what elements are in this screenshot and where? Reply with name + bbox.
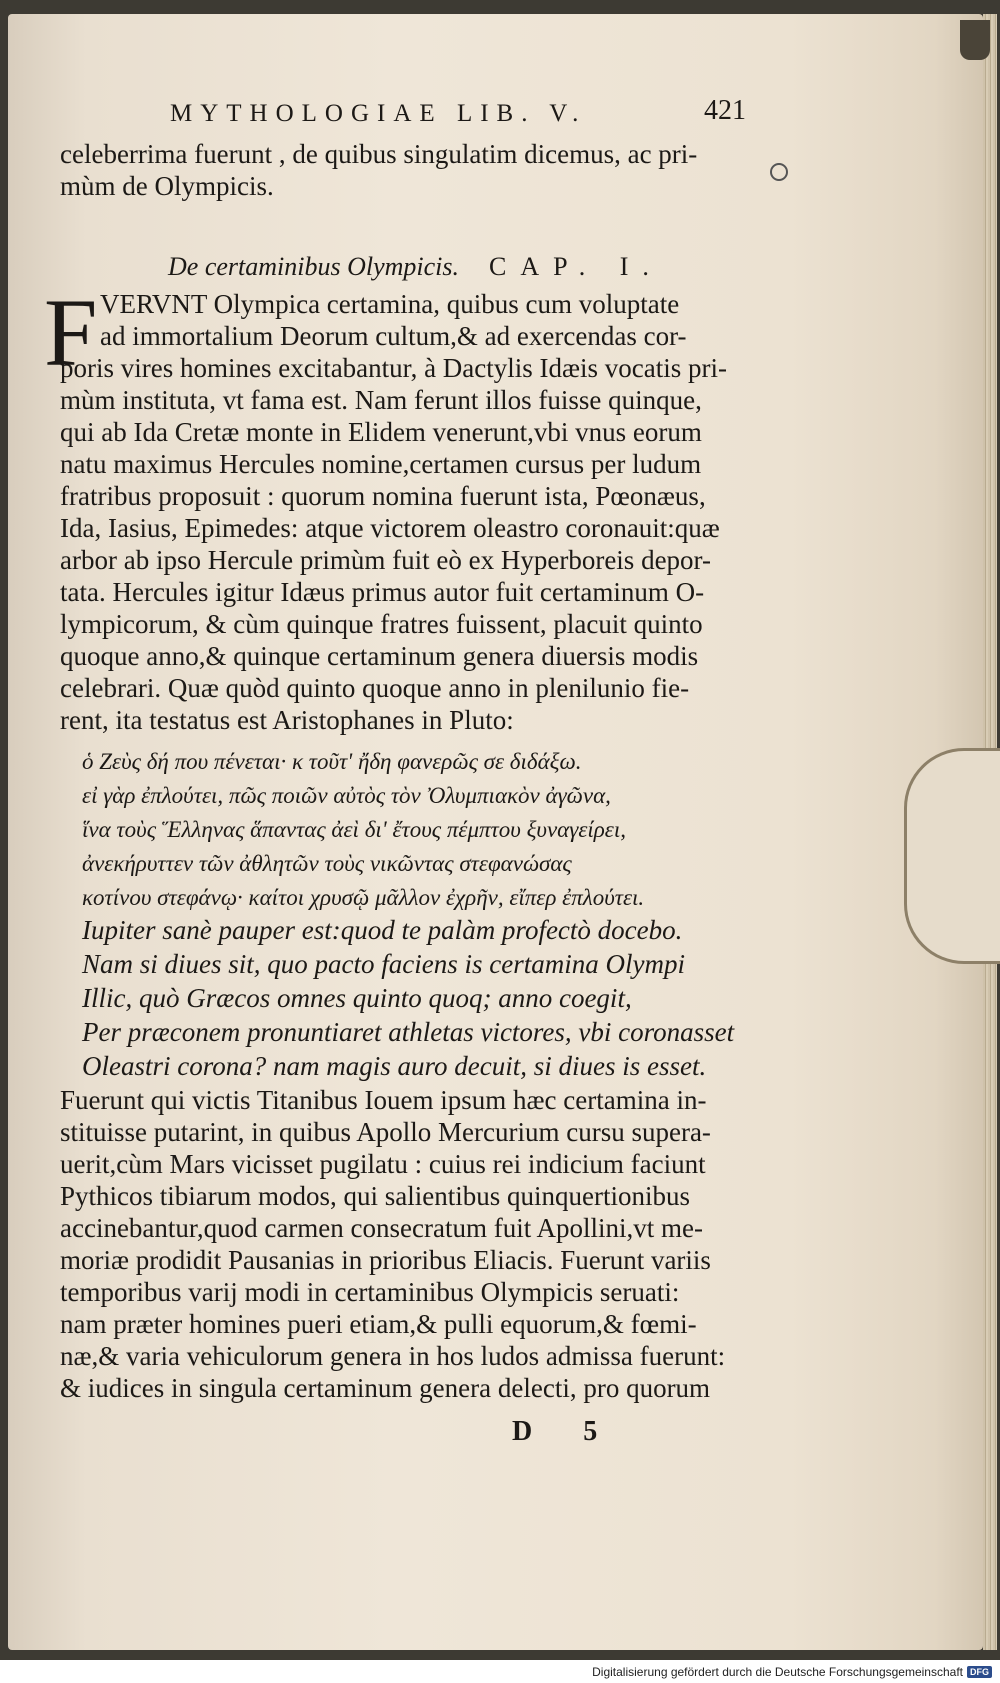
text-line: & iudices in singula certaminum genera delecti, pro quorum: [60, 1373, 711, 1403]
text-line: nam præter homines pueri etiam,& pulli equorum,& fœmi-: [60, 1309, 697, 1339]
text-line: Pythicos tibiarum modos, qui salientibus quinquertionibus: [60, 1181, 690, 1211]
footer-credit: [592, 1663, 992, 1681]
text-line: celebrari. Quæ quòd quinto quoque anno in plenilunio fie-: [60, 673, 690, 703]
text-line: moriæ prodidit Pausanias in prioribus Eliacis. Fuerunt variis: [60, 1245, 711, 1275]
text-line: temporibus varij modi in certaminibus Olympicis seruati:: [60, 1277, 680, 1307]
text-line: Per præconem pronuntiaret athletas victores, vbi coronasset: [82, 1017, 735, 1047]
margin-mark: [770, 163, 788, 181]
page-clip: [904, 748, 1000, 964]
drop-initial-letter: F: [44, 279, 98, 386]
running-head: MYTHOLOGIAE LIB. V.: [170, 100, 587, 127]
text-line: Oleastri corona? nam magis auro decuit, si diues is esset.: [82, 1051, 707, 1081]
text-line: VERVNT Olympica certamina, quibus cum voluptate: [100, 289, 680, 319]
text-line: næ,& varia vehiculorum genera in hos ludos admissa fuerunt:: [60, 1341, 726, 1371]
text-line: arbor ab ipso Hercule primùm fuit eò ex Hyperboreis depor-: [60, 545, 711, 575]
text-line: stituisse putarint, in quibus Apollo Mercurium cursu supera-: [60, 1117, 711, 1147]
text-line: celeberrima fuerunt , de quibus singulatim dicemus, ac pri-: [60, 139, 698, 169]
chapter-heading: [168, 252, 663, 282]
text-line: mùm instituta, vt fama est. Nam ferunt illos fuisse quinque,: [60, 385, 702, 415]
text-line: Illic, quò Græcos omnes quinto quoq; anno coegit,: [82, 983, 632, 1013]
text-line: Iupiter sanè pauper est:quod te palàm profectò docebo.: [82, 915, 683, 945]
text-line: uerit,cùm Mars vicisset pugilatu : cuius rei indicium faciunt: [60, 1149, 706, 1179]
text-line: fratribus proposuit : quorum nomina fuerunt ista, Pœonæus,: [60, 481, 706, 511]
text-line: lympicorum, & cùm quinque fratres fuissent, placuit quinto: [60, 609, 703, 639]
text-line: quoque anno,& quinque certaminum genera diuersis modis: [60, 641, 699, 671]
signature-mark: D 5: [512, 1416, 620, 1447]
text-line: ad immortalium Deorum cultum,& ad exercendas cor-: [100, 321, 687, 351]
text-line: κοτίνου στεφάνῳ· καίτοι χρυσῷ μᾶλλον ἐχρῆν, εἴπερ ἐπλούτει.: [82, 885, 645, 910]
dfg-logo: DFG: [967, 1666, 992, 1678]
text-line: ἵνα τοὺς Ἕλληνας ἅπαντας ἀεὶ δι' ἔτους πέμπτου ξυναγείρει,: [82, 817, 627, 842]
text-line: natu maximus Hercules nomine,certamen cursus per ludum: [60, 449, 702, 479]
chapter-title: De certaminibus Olympicis.: [168, 252, 460, 281]
text-line: mùm de Olympicis.: [60, 171, 274, 201]
footer-text: Digitalisierung gefördert durch die Deutsche Forschungsgemeinschaft: [592, 1665, 963, 1679]
text-line: Fuerunt qui victis Titanibus Iouem ipsum hæc certamina in-: [60, 1085, 707, 1115]
text-line: rent, ita testatus est Aristophanes in Pluto:: [60, 705, 514, 735]
page-number: 421: [704, 95, 746, 126]
corner-shadow: [960, 20, 990, 60]
text-line: ἀνεκήρυττεν τῶν ἀθλητῶν τοὺς νικῶντας στεφανώσας: [82, 851, 572, 876]
text-line: ὁ Ζεὺς δή που πένεται· κ τοῦτ' ἤδη φανερῶς σε διδάξω.: [82, 749, 582, 774]
text-line: Nam si diues sit, quo pacto faciens is certamina Olympi: [82, 949, 685, 979]
text-line: εἰ γὰρ ἐπλούτει, πῶς ποιῶν αὐτὸς τὸν Ὀλυμπιακὸν ἀγῶνα,: [82, 783, 611, 808]
text-line: qui ab Ida Cretæ monte in Elidem venerunt,vbi vnus eorum: [60, 417, 702, 447]
text-line: accinebantur,quod carmen consecratum fuit Apollini,vt me-: [60, 1213, 703, 1243]
chapter-number: CAP. I.: [489, 252, 663, 281]
text-line: tata. Hercules igitur Idæus primus autor fuit certaminum O-: [60, 577, 705, 607]
text-line: Ida, Iasius, Epimedes: atque victorem oleastro coronauit:quæ: [60, 513, 720, 543]
text-line: poris vires homines excitabantur, à Dactylis Idæis vocatis pri-: [60, 353, 728, 383]
